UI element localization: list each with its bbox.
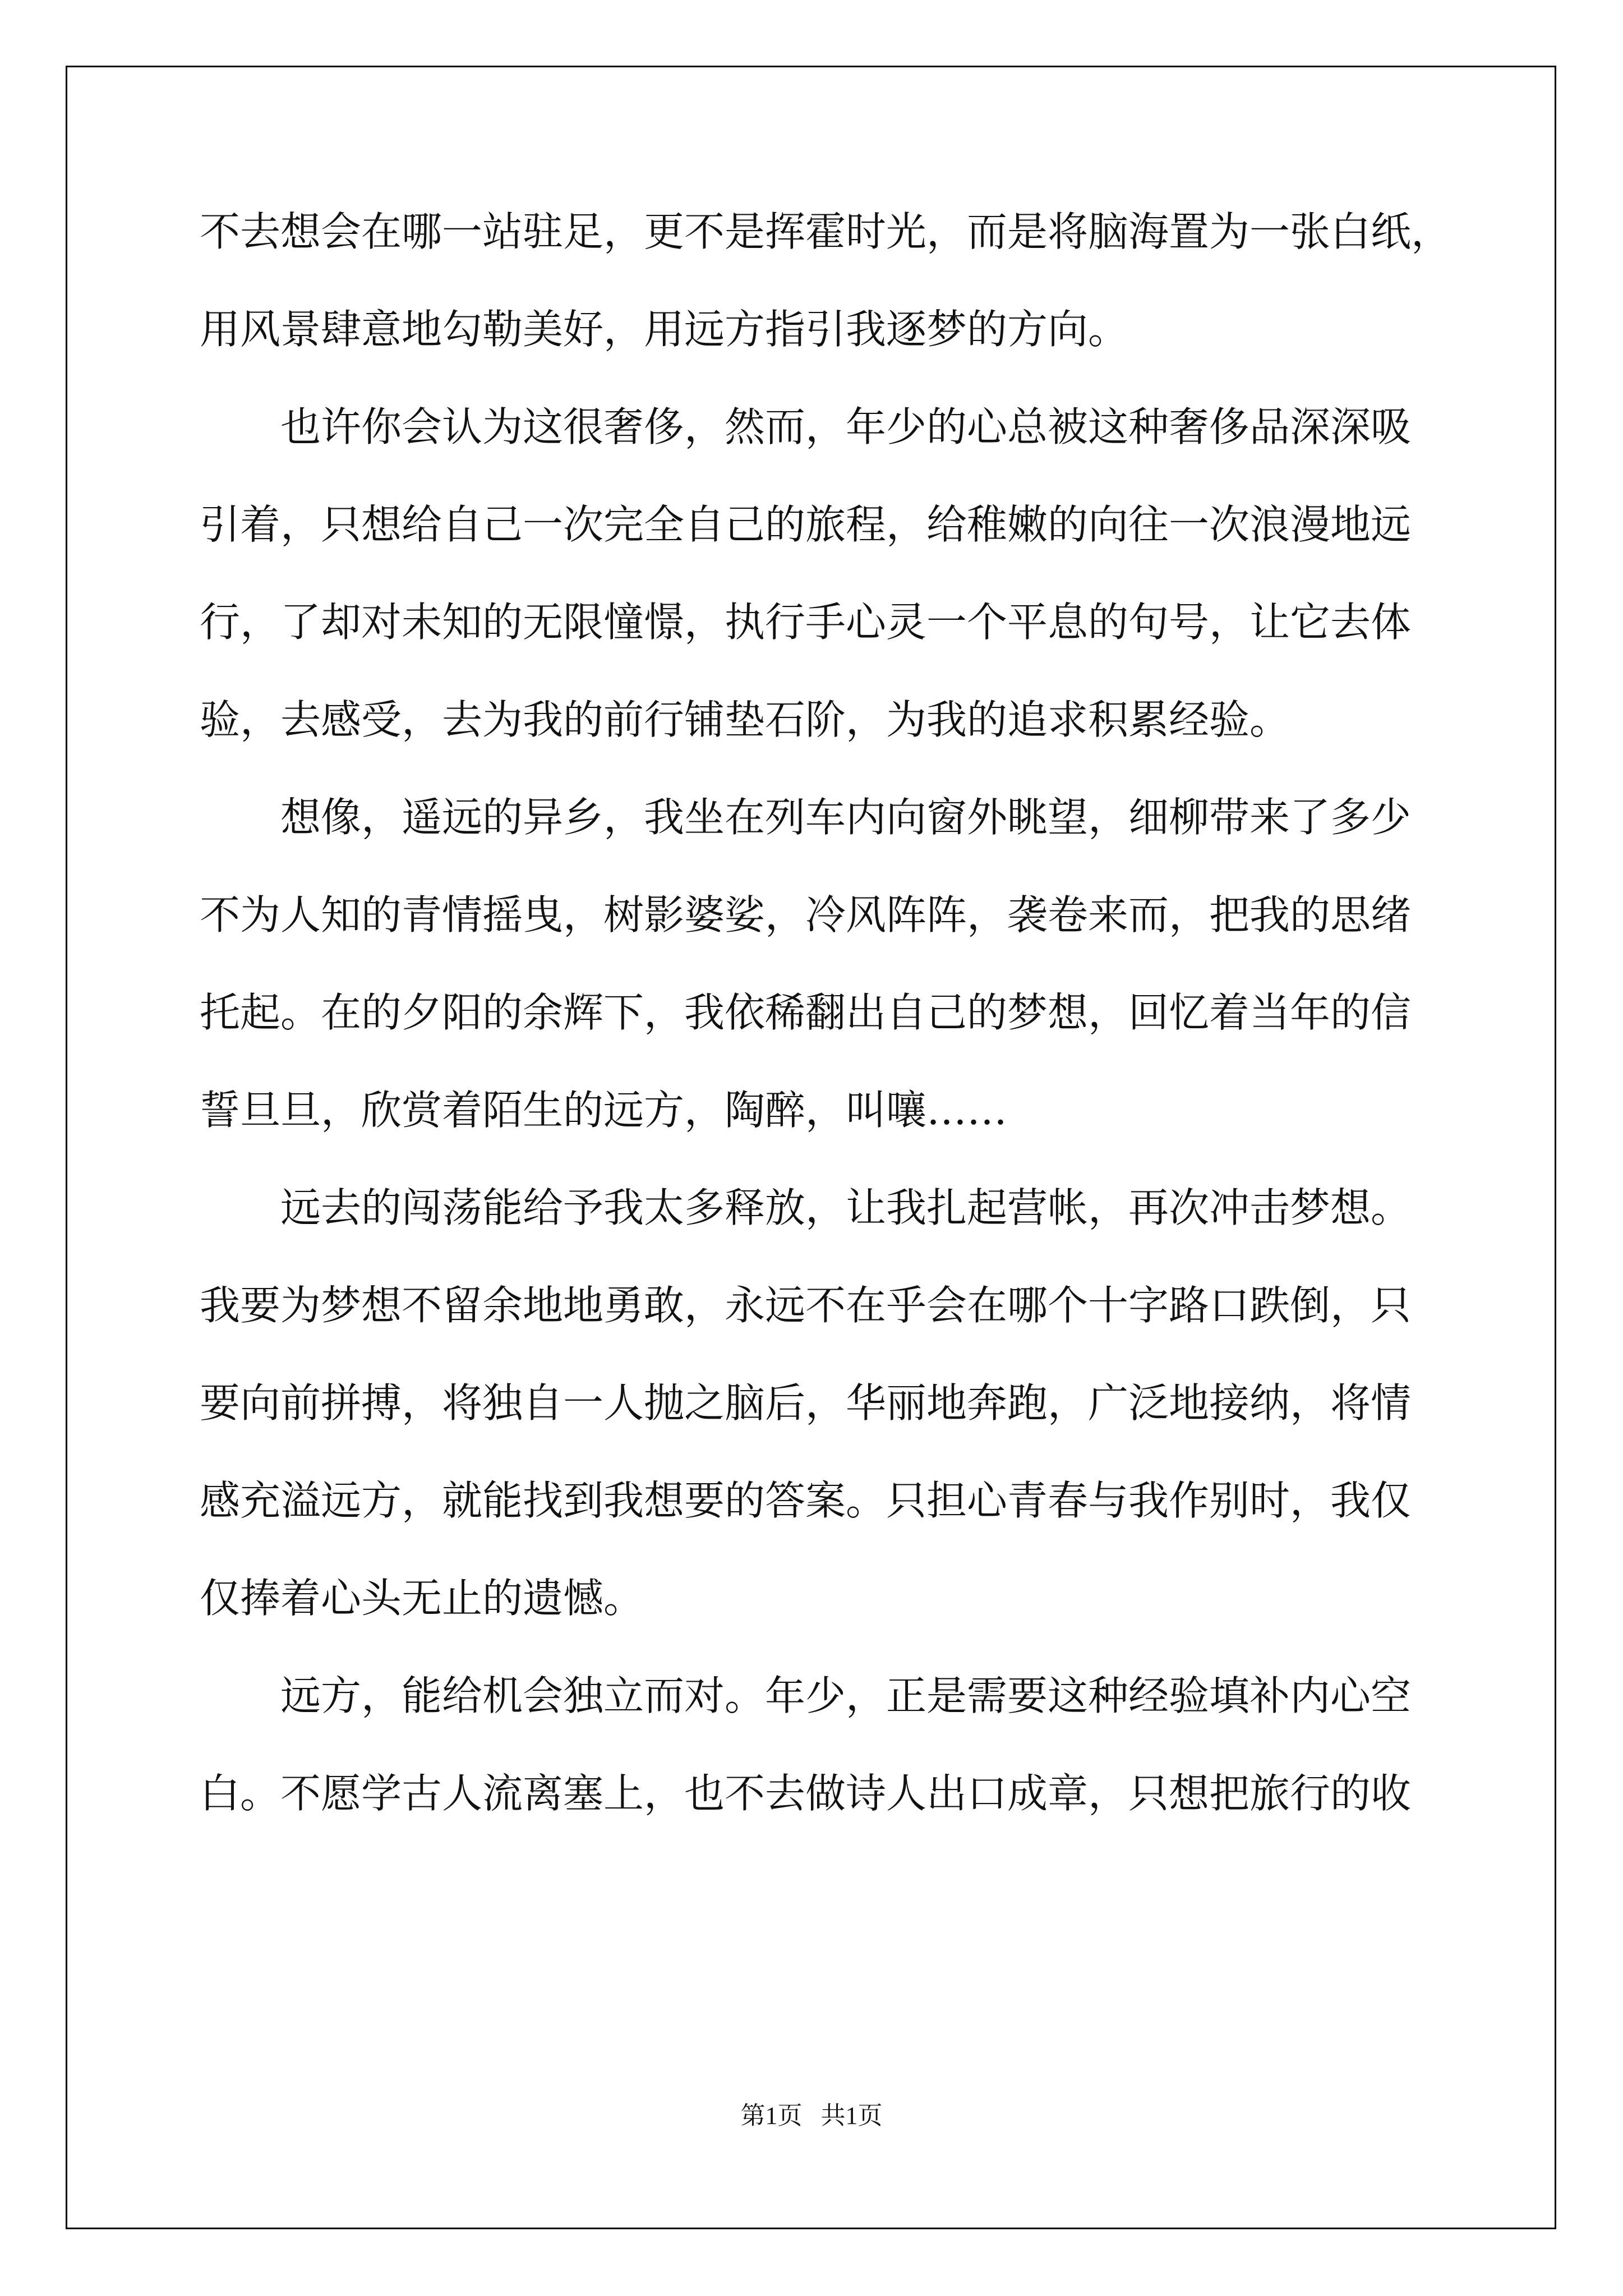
text-line: 感充溢远方，就能找到我想要的答案。只担心青春与我作别时，我仅 [200,1477,1412,1524]
text-line: 誓旦旦，欣赏着陌生的远方，陶醉，叫嚷…… [200,1087,1008,1134]
text-line: 验，去感受，去为我的前行铺垫石阶，为我的追求积累经验。 [200,696,1290,743]
text-line: 要向前拼搏，将独自一人抛之脑后，华丽地奔跑，广泛地接纳，将情 [200,1379,1412,1427]
text-line: 仅捧着心头无止的遗憾。 [200,1575,644,1622]
text-line: 行，了却对未知的无限憧憬，执行手心灵一个平息的句号，让它去体 [200,599,1412,646]
paragraph-start-line: 也许你会认为这很奢侈，然而，年少的心总被这种奢侈品深深吸 [280,403,1412,450]
page-footer [0,2099,1623,2133]
text-line: 不去想会在哪一站驻足，更不是挥霍时光，而是将脑海置为一张白纸， [200,208,1452,255]
document-body [200,183,1452,1842]
paragraph-start-line: 远方，能给机会独立而对。年少，正是需要这种经验填补内心空 [280,1672,1412,1719]
text-line: 不为人知的青情摇曳，树影婆娑，冷风阵阵，袭卷来而，把我的思绪 [200,891,1412,938]
text-line: 引着，只想给自己一次完全自己的旅程，给稚嫩的向往一次浪漫地远 [200,501,1412,548]
text-line: 我要为梦想不留余地地勇敢，永远不在乎会在哪个十字路口跌倒，只 [200,1282,1412,1329]
text-line: 托起。在的夕阳的余辉下，我依稀翻出自己的梦想，回忆着当年的信 [200,989,1412,1036]
text-line: 用风景肆意地勾勒美好，用远方指引我逐梦的方向。 [200,306,1129,353]
text-line: 白。不愿学古人流离塞上，也不去做诗人出口成章，只想把旅行的收 [200,1770,1412,1817]
paragraph-start-line: 想像，遥远的异乡，我坐在列车内向窗外眺望，细柳带来了多少 [280,794,1412,841]
page-number: 第1页 共1页 [740,2102,883,2129]
paragraph-start-line: 远去的闯荡能给予我太多释放，让我扎起营帐，再次冲击梦想。 [280,1184,1412,1231]
